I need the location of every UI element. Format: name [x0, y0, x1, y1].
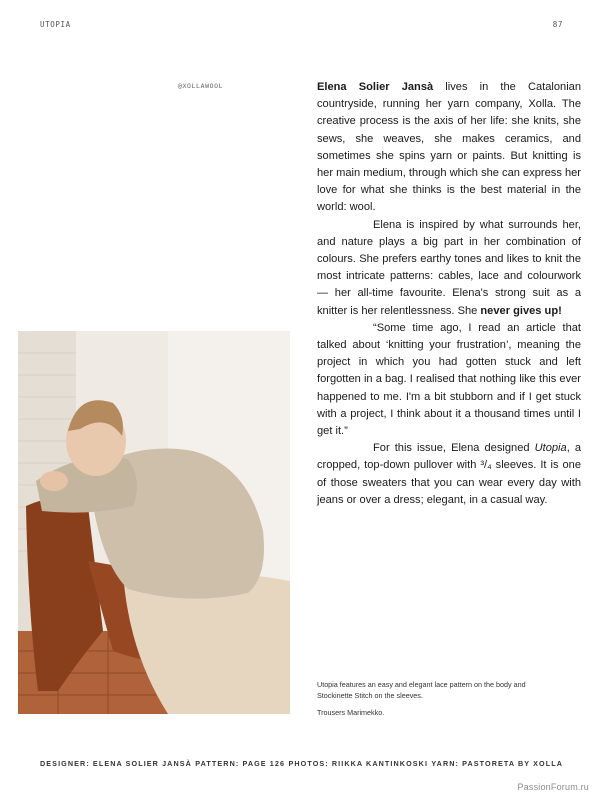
caption-credit: Trousers Marimekko.: [317, 708, 385, 717]
pattern-title: Utopia: [534, 442, 567, 455]
article-paragraph-4: [317, 440, 581, 509]
running-head: [40, 20, 563, 29]
designer-name-lead: Elena Solier Jansà: [317, 81, 434, 93]
yarn-credit: YARN: PASTORETA BY XOLLA: [431, 759, 563, 768]
paragraph-4-text-a: For this issue, Elena designed: [373, 442, 535, 455]
site-watermark: PassionForum.ru: [517, 782, 589, 792]
article-paragraph-1: [317, 79, 581, 217]
designer-credit: DESIGNER: ELENA SOLIER JANSÀ: [40, 759, 192, 768]
photos-credit: PHOTOS: RIIKKA KANTINKOSKI: [288, 759, 429, 768]
photo-caption: [317, 680, 557, 726]
article-body: [317, 79, 581, 509]
paragraph-3-quote: “Some time ago, I read an article that talked about ‘knitting your frustration’, meaning the project in which you had gotten stuck and left forgotten in a bag. I realised that nothing like this ever happened to me. I'm a bit stubborn and if I get stuck with a project, I think about it a thousand times until I get it.”: [317, 321, 581, 438]
paragraph-1-text: lives in the Catalonian countryside, running her yarn company, Xolla. The creative process is the axis of her life: she knits, she sews, she weaves, she makes ceramics, and sometimes she spins yarn or paints. But knitting is her main medium, through which she can express her love for what she thinks is the best material in the world: wool.: [317, 81, 581, 214]
caption-description: Utopia features an easy and elegant lace pattern on the body and Stockinette Stitch on the sleeves.: [317, 680, 526, 700]
section-title: UTOPIA: [40, 20, 71, 29]
paragraph-2-text: Elena is inspired by what surrounds her, and nature plays a big part in her combination of colours. She prefers earthy tones and likes to knit the most intricate patterns: cables, lace and colourwork — her all-time favourite. Elena's strong suit as a knitter is her relentlessness. She: [317, 218, 581, 317]
paragraph-4-text-b: , a cropped, top-down pullover with ³/₄ sleeves. It is one of those sweaters that you can wear every day with jeans or over a dress; elegant, in a casual way.: [317, 442, 582, 506]
model-photo: [18, 331, 290, 714]
pattern-page-ref: PATTERN: PAGE 126: [195, 759, 286, 768]
photo-credit-handle: @XOLLAWOOL: [178, 82, 224, 90]
paragraph-2-emphasis: never gives up!: [480, 304, 562, 317]
article-paragraph-3: [317, 320, 581, 440]
model-photo-illustration: [18, 331, 290, 714]
article-paragraph-2: [317, 217, 581, 320]
page-number: 87: [552, 20, 563, 29]
credits-footer: [40, 759, 563, 768]
